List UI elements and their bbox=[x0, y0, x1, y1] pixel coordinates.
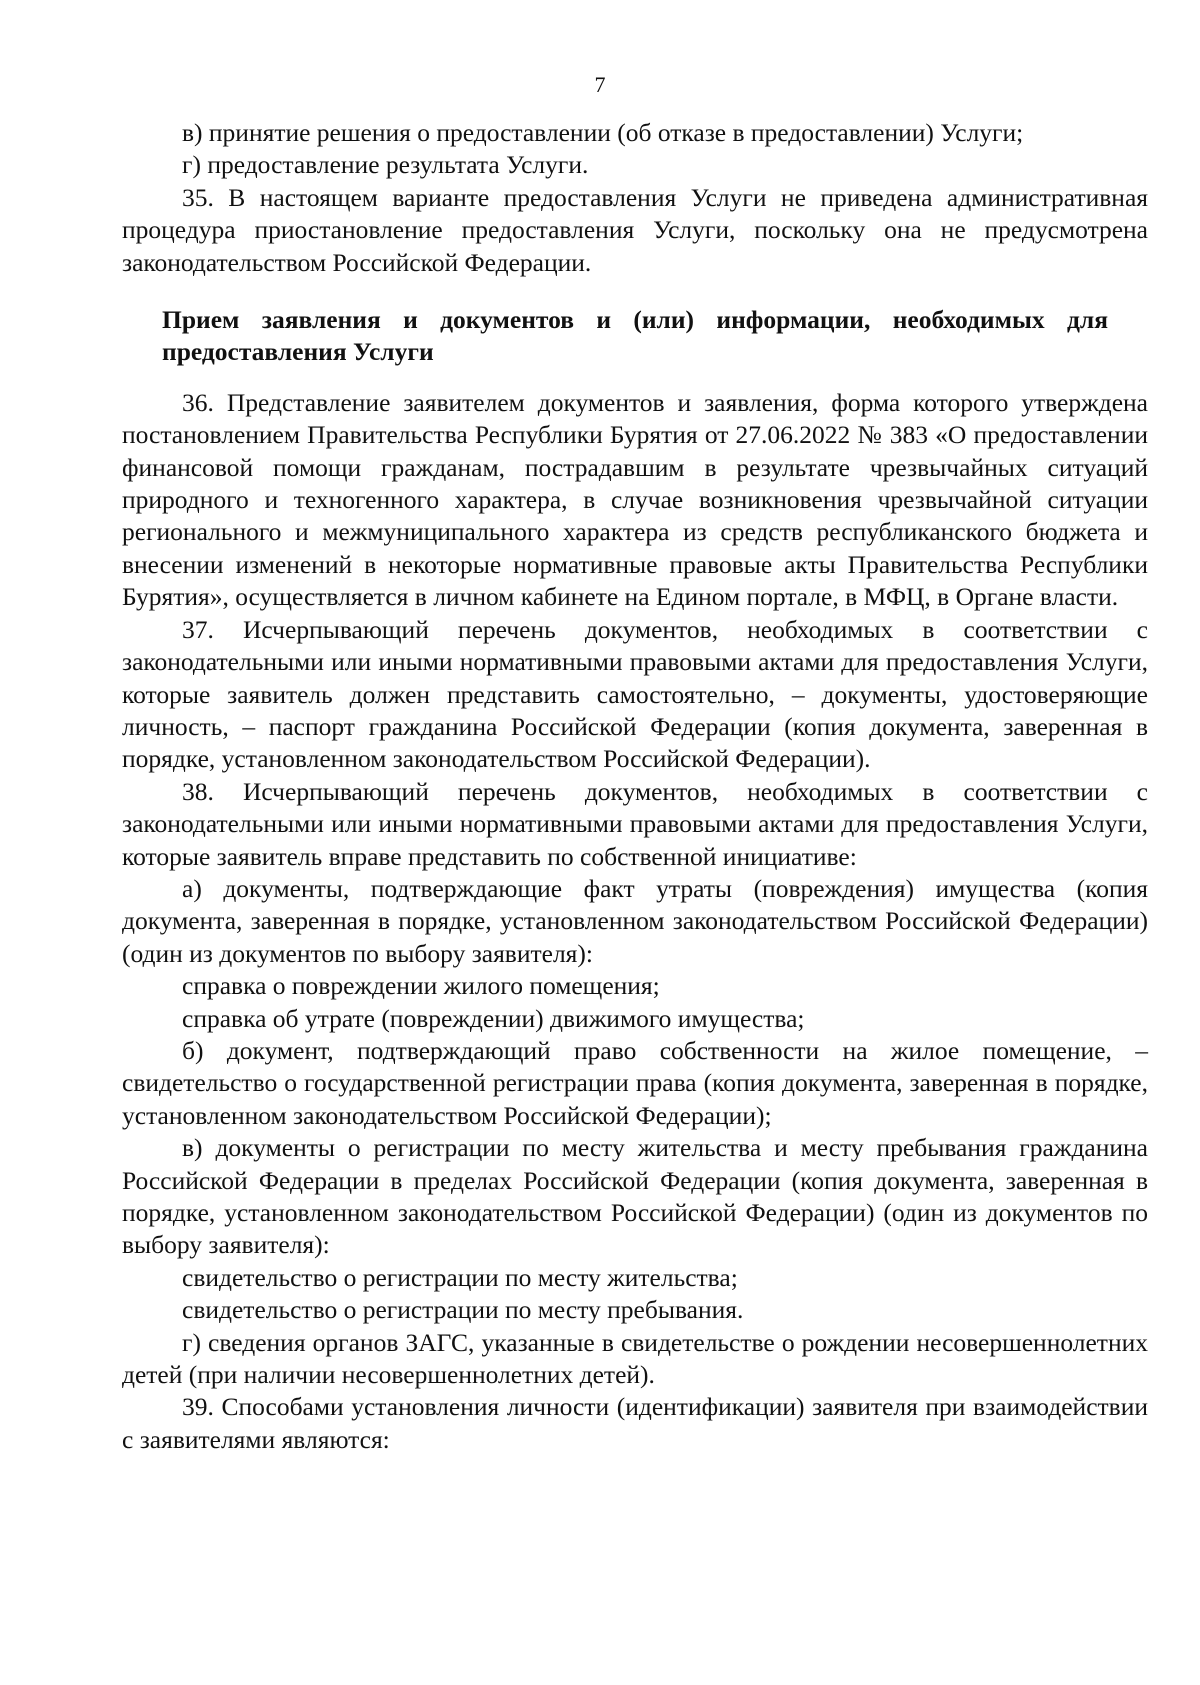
list-item-residence-certificate: свидетельство о регистрации по месту жительства; bbox=[182, 1262, 738, 1292]
paragraph-38-v: в) документы о регистрации по месту жительства и месту пребывания гражданина Российской Федерации в пределах Российской Федерации (копия документа, заверенная в порядке, установленном законодательством Российской Федерации) (один из документов по выбору заявителя): bbox=[122, 1133, 1148, 1260]
paragraph-35: 35. В настоящем варианте предоставления Услуги не приведена административная процедура приостановление предоставления Услуги, поскольку она не предусмотрена законодательством Российской Федерации. bbox=[122, 182, 1148, 277]
paragraph-36: 36. Представление заявителем документов и заявления, форма которого утверждена постановлением Правительства Республики Бурятия от 27.06.2022 № 383 «О предоставлении финансовой помощи гражданам, пострадавшим в результате чрезвычайных ситуаций природного и техногенного характера, в случае возникновения чрезвычайной ситуации регионального и межмуниципального характера из средств республиканского бюджета и внесении изменений в некоторые нормативные правовые акты Правительства Республики Бурятия», осуществляется в личном кабинете на Едином портале, в МФЦ, в Органе власти. bbox=[122, 387, 1148, 612]
list-item-stay-certificate: свидетельство о регистрации по месту пребывания. bbox=[182, 1295, 744, 1325]
list-item-damage-certificate: справка о повреждении жилого помещения; bbox=[182, 971, 660, 1001]
list-item-loss-certificate: справка об утрате (повреждении) движимого имущества; bbox=[182, 1003, 805, 1033]
section-heading: Прием заявления и документов и (или) информации, необходимых для предоставления Услуги bbox=[162, 305, 1108, 367]
paragraph-38: 38. Исчерпывающий перечень документов, необходимых в соответствии с законодательными или иными нормативными правовыми актами для предоставления Услуги, которые заявитель вправе представить по собственной инициативе: bbox=[122, 776, 1148, 871]
document-body bbox=[122, 117, 1148, 1456]
paragraph-item-v: в) принятие решения о предоставлении (об отказе в предоставлении) Услуги; bbox=[182, 118, 1024, 147]
paragraph-37: 37. Исчерпывающий перечень документов, необходимых в соответствии с законодательными или иными нормативными правовыми актами для предоставления Услуги, которые заявитель должен представить самостоятельно, – документы, удостоверяющие личность, – паспорт гражданина Российской Федерации (копия документа, заверенная в порядке, установленном законодательством Российской Федерации). bbox=[122, 614, 1148, 774]
paragraph-39: 39. Способами установления личности (идентификации) заявителя при взаимодействии с заявителями являются: bbox=[122, 1392, 1148, 1454]
spacer bbox=[122, 279, 1148, 304]
paragraph-38-a: а) документы, подтверждающие факт утраты (повреждения) имущества (копия документа, заверенная в порядке, установленном законодательством Российской Федерации) (один из документов по выбору заявителя): bbox=[122, 873, 1148, 968]
page-number: 7 bbox=[594, 72, 606, 97]
paragraph-item-g: г) предоставление результата Услуги. bbox=[182, 150, 589, 180]
paragraph-38-b: б) документ, подтверждающий право собственности на жилое помещение, – свидетельство о государственной регистрации права (копия документа, заверенная в порядке, установленном законодательством Российской Федерации); bbox=[122, 1035, 1148, 1130]
spacer bbox=[122, 369, 1148, 387]
paragraph-38-g: г) сведения органов ЗАГС, указанные в свидетельстве о рождении несовершеннолетних детей (при наличии несовершеннолетних детей). bbox=[122, 1327, 1148, 1390]
